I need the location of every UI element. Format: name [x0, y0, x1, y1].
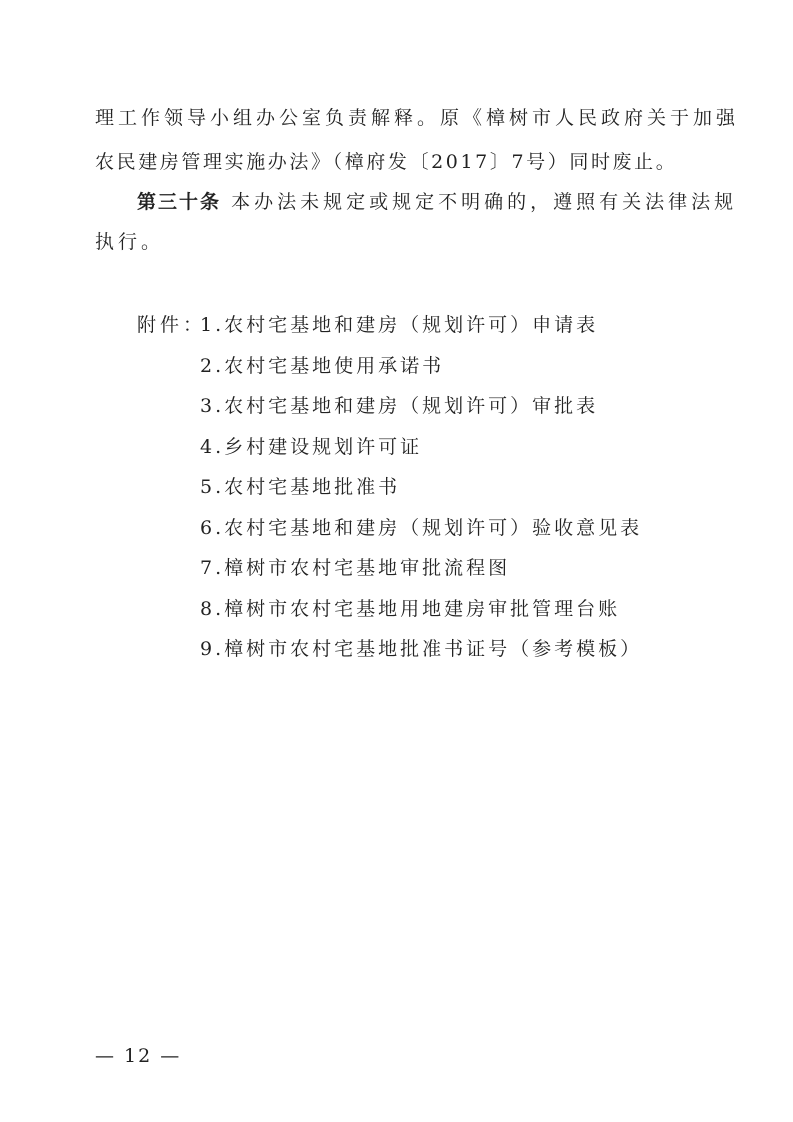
article-title: 第三十条 [137, 191, 222, 213]
article-thirty [137, 190, 737, 214]
attachment-item-9: 9.樟树市农村宅基地批准书证号（参考模板） [200, 638, 643, 660]
attachment-item-7: 7.樟树市农村宅基地审批流程图 [200, 557, 511, 579]
attachment-item-1: 1.农村宅基地和建房（规划许可）申请表 [200, 314, 599, 336]
attachments-list [200, 313, 642, 678]
attachment-item-2: 2.农村宅基地使用承诺书 [200, 354, 445, 377]
paragraph-line: 农民建房管理实施办法》（樟府发〔2017〕7号）同时废止。 [95, 151, 678, 173]
attachments-label: 附件： [137, 314, 207, 336]
attachment-item-3: 3.农村宅基地和建房（规划许可）审批表 [200, 395, 599, 417]
attachment-item-4: 4.乡村建设规划许可证 [200, 435, 423, 458]
attachment-item-8: 8.樟树市农村宅基地用地建房审批管理台账 [200, 597, 621, 620]
attachment-item-6: 6.农村宅基地和建房（规划许可）验收意见表 [200, 516, 643, 539]
article-text: 本办法未规定或规定不明确的，遵照有关法律法规 [231, 191, 738, 213]
paragraph-line: 执行。 [95, 231, 165, 253]
paragraph-line: 理工作领导小组办公室负责解释。原《樟树市人民政府关于加强 [95, 107, 740, 129]
attachment-item-5: 5.农村宅基地批准书 [200, 476, 401, 498]
page-number: — 12 — [95, 1045, 182, 1067]
